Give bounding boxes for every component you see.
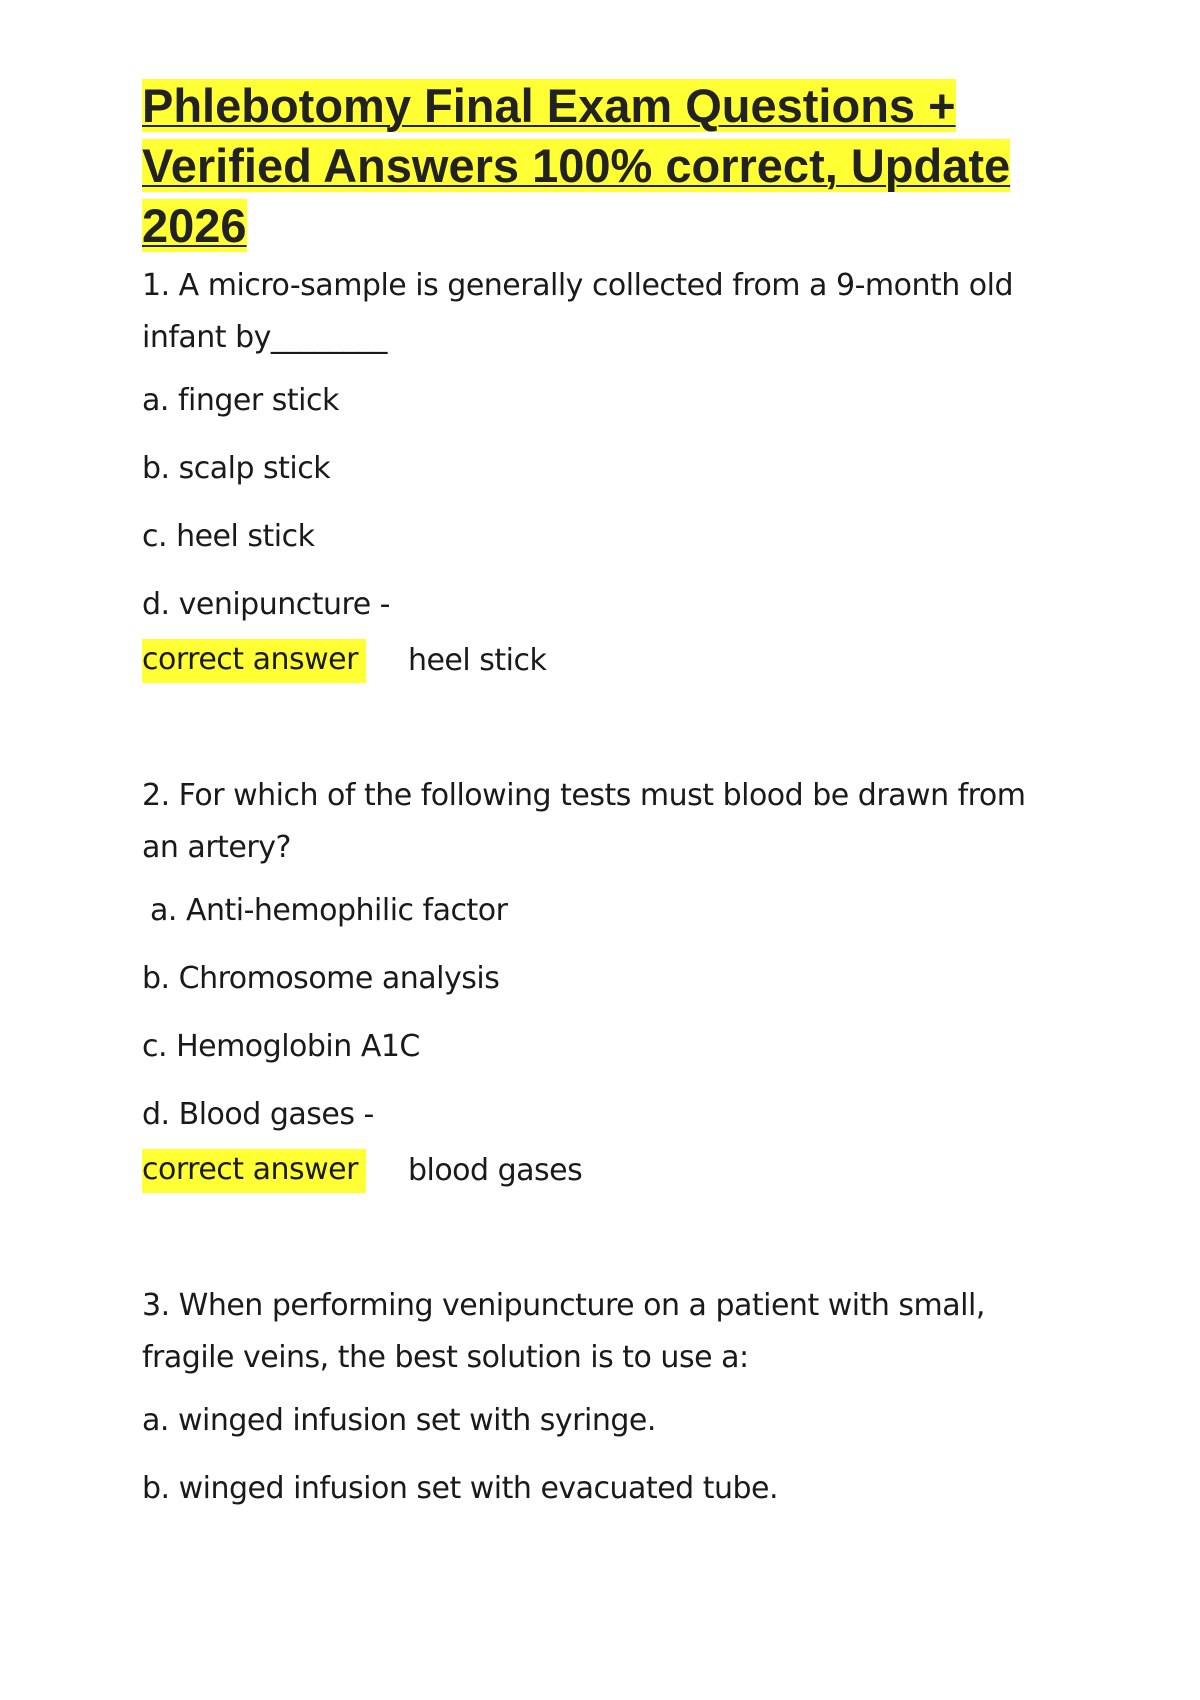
option-a: a. Anti-hemophilic factor <box>150 893 508 928</box>
question-2 <box>142 770 1042 1194</box>
question-stem: 1. A micro-sample is generally collected from a 9-month old infant by________ <box>142 268 1014 355</box>
title-highlight: Phlebotomy Final Exam Questions + Verified Answers 100% correct, Update 2026 <box>142 79 1011 252</box>
option-a: a. winged infusion set with syringe. <box>142 1403 656 1438</box>
option-c: c. heel stick <box>142 519 315 554</box>
correct-answer-label: correct answer <box>142 639 366 683</box>
option-d: d. Blood gases - <box>142 1097 374 1132</box>
question-1 <box>142 260 1042 684</box>
question-stem: 3. When performing venipuncture on a patient with small, fragile veins, the best solution is to use a: <box>142 1288 985 1375</box>
answer-row <box>142 1148 1042 1194</box>
correct-answer-label: correct answer <box>142 1149 366 1193</box>
question-stem: 2. For which of the following tests must blood be drawn from an artery? <box>142 778 1026 865</box>
option-b: b. scalp stick <box>142 451 331 486</box>
answer-row <box>142 638 1042 684</box>
question-3 <box>142 1280 1042 1506</box>
correct-answer-text: blood gases <box>407 1153 583 1188</box>
option-b: b. Chromosome analysis <box>142 961 500 996</box>
document-title <box>142 76 1042 256</box>
option-a: a. finger stick <box>142 383 339 418</box>
option-b: b. winged infusion set with evacuated tube. <box>142 1471 779 1506</box>
option-c: c. Hemoglobin A1C <box>142 1029 420 1064</box>
option-d: d. venipuncture - <box>142 587 391 622</box>
correct-answer-text: heel stick <box>407 643 547 678</box>
document-page <box>142 76 1042 1506</box>
